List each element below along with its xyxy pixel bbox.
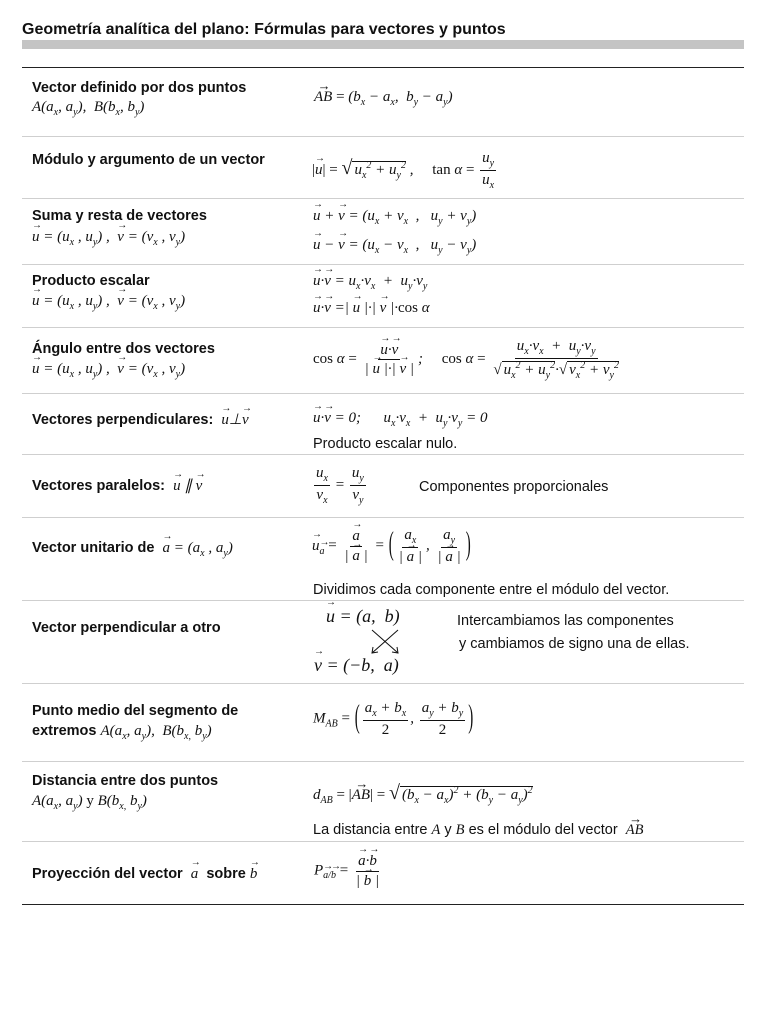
table-bottom-rule	[22, 904, 744, 905]
row-divider	[22, 136, 744, 137]
formula-vector-sum: → u + → $v = (u_x + v_x$ , $u_y + v_y$)	[313, 208, 476, 227]
formula-midpoint: $M_{AB}$ = ( $\frac{a_x + b_x}{2}$ , $\frac{a_y + b_y}{2}$ )	[313, 700, 474, 738]
row-divider	[22, 454, 744, 455]
row-divider	[22, 264, 744, 265]
distance-note: La distancia entre A y B es el módulo del vector → AB	[313, 822, 643, 839]
row-label: Vectores perpendiculares: → u⊥→ v	[32, 410, 249, 429]
row-divider	[22, 517, 744, 518]
perpendicular-vector-note-2: y cambiamos de signo una de ellas.	[459, 636, 690, 652]
formula-perpendicular-v: → v = (−b, a)	[314, 655, 399, 676]
row-sublabel: → $u = (u_x$ , $u_y$) , → $v = (v_x$ , $v_y$)	[32, 229, 185, 248]
parallel-note: Componentes proporcionales	[419, 479, 609, 495]
row-label: Ángulo entre dos vectores	[32, 341, 215, 357]
unit-vector-note: Dividimos cada componente entre el módulo del vector.	[313, 582, 670, 598]
row-label: Módulo y argumento de un vector	[32, 152, 265, 168]
perpendicular-note: Producto escalar nulo.	[313, 436, 458, 452]
row-divider	[22, 600, 744, 601]
row-divider	[22, 198, 744, 199]
formula-projection: P→ $_{a/\to b}$ = → $\frac{a\cdot\to b}{| \to b |}$	[314, 853, 383, 889]
formula-distance: $d_{AB}$ = |→ AB| = √ $(b_x - a_x)^2 + (b_y - a_y)^2$	[313, 782, 533, 806]
row-divider	[22, 761, 744, 762]
formula-perpendicular-u: → u = (a, b)	[326, 606, 400, 627]
formula-vector-difference: → u − → $v = (u_x - v_x$ , $u_y - v_y$)	[313, 237, 476, 256]
row-label-continued: extremos $A(a_x$, $a_y$), $B(b_{x,}$ $b_y$)	[32, 723, 212, 742]
row-divider	[22, 327, 744, 328]
page-title: Geometría analítica del plano: Fórmulas para vectores y puntos	[22, 21, 506, 38]
row-label: Vectores paralelos: → u ∥ → v	[32, 476, 202, 495]
row-sublabel: $A(a_x$, $a_y$), $B(b_x$, $b_y$)	[32, 99, 145, 118]
formula-perpendicular-condition: → u·→ v = 0; $u_x\cdot v_x + u_y\cdot v_y = 0$	[313, 410, 487, 429]
row-divider	[22, 841, 744, 842]
formula-dot-product-modulus: → u·→ v =| → u |·| → v |·cos α	[313, 300, 430, 317]
swap-arrows-icon	[368, 628, 402, 656]
table-top-rule	[22, 67, 744, 68]
row-divider	[22, 683, 744, 684]
row-label: Proyección del vector → a sobre → b	[32, 866, 257, 883]
perpendicular-vector-note-1: Intercambiamos las componentes	[457, 613, 674, 629]
formula-unit-vector: → u→ $_a$ = → $\frac{a}{| \to a |}$ = ( $\frac{a_x}{| \to a |}$ , $\frac{a_y}{| \to a |}$ )	[312, 527, 472, 566]
title-bar	[22, 40, 744, 49]
row-sublabel: → $u = (u_x$ , $u_y$) , → $v = (v_x$ , $v_y$)	[32, 361, 185, 380]
formula-vector-two-points: → AB = ($b_x - a_x$, $b_y - a_y$)	[314, 89, 453, 108]
formula-angle-between-vectors: cos α = → $\frac{u\cdot\to v}{| \to u |\cdot| \to v |}$ ; cos α = $\frac{u_x\cdot v_x + u_y\cdot v_y}{√ u_x^2 + u_y^2\cdot√ v_x^2 + v_y^2}$	[313, 338, 623, 381]
formula-modulus-argument: |→ u| = √ $u_x^2 + u_y^2$ , tan α = $\frac{u_y}{u_x}$	[312, 150, 498, 191]
formula-dot-product-components: → $u\cdot\to v = u_x\cdot v_x + u_y\cdot v_y$	[313, 273, 427, 292]
row-sublabel: → $u = (u_x$ , $u_y$) , → $v = (v_x$ , $v_y$)	[32, 293, 185, 312]
row-sublabel: $A(a_x$, $a_y$) y $B(b_{x,}$ $b_y$)	[32, 793, 147, 812]
row-label: Suma y resta de vectores	[32, 208, 207, 224]
row-label: Vector definido por dos puntos	[32, 80, 247, 96]
row-divider	[22, 393, 744, 394]
row-label: Punto medio del segmento de	[32, 703, 239, 719]
row-label: Producto escalar	[32, 273, 150, 289]
row-label: Vector perpendicular a otro	[32, 620, 221, 636]
formula-parallel-condition: $\frac{u_x}{v_x}$ = $\frac{u_y}{v_y}$	[316, 465, 364, 506]
row-label: Distancia entre dos puntos	[32, 773, 219, 789]
row-label: Vector unitario de → $a = (a_x$ , $a_y$)	[32, 540, 233, 559]
